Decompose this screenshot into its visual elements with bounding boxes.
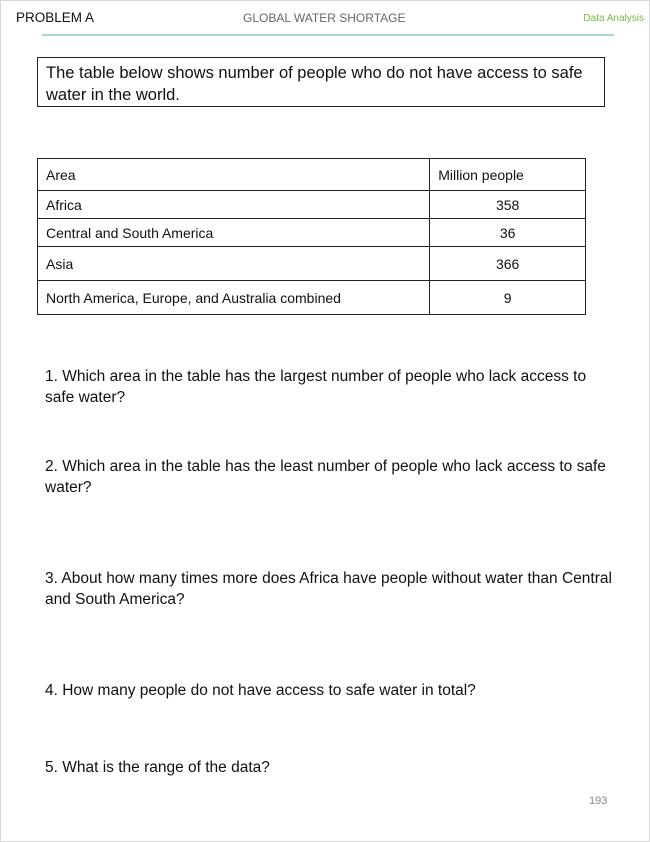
value-cell: 366 [430, 247, 586, 281]
question-2: 2. Which area in the table has the least number of people who lack access to safe water? [45, 458, 606, 496]
question-4: 4. How many people do not have access to safe water in total? [45, 682, 476, 699]
page-number: 193 [589, 795, 608, 807]
value-cell: 36 [430, 219, 586, 247]
table-row [38, 191, 586, 219]
question-3: 3. About how many times more does Africa have people without water than Central and South America? [45, 570, 612, 608]
water-access-table [37, 158, 586, 315]
worksheet-title: GLOBAL WATER SHORTAGE [243, 11, 406, 25]
table-row [38, 219, 586, 247]
table-row [38, 247, 586, 281]
problem-label: PROBLEM A [16, 10, 95, 25]
area-cell: Central and South America [38, 219, 430, 247]
column-header-area: Area [38, 159, 430, 191]
subject-label: Data Analysis [583, 13, 644, 24]
column-header-million-people: Million people [430, 159, 586, 191]
area-cell: Asia [38, 247, 430, 281]
table-row [38, 281, 586, 315]
value-cell: 9 [430, 281, 586, 315]
value-cell: 358 [430, 191, 586, 219]
area-cell: Africa [38, 191, 430, 219]
table-header-row [38, 159, 586, 191]
intro-box: The table below shows number of people who do not have access to safe water in the world. [37, 57, 605, 107]
header-divider [42, 34, 614, 36]
area-cell: North America, Europe, and Australia combined [38, 281, 430, 315]
question-1: 1. Which area in the table has the largest number of people who lack access to safe water? [45, 368, 587, 406]
question-5: 5. What is the range of the data? [45, 759, 270, 776]
